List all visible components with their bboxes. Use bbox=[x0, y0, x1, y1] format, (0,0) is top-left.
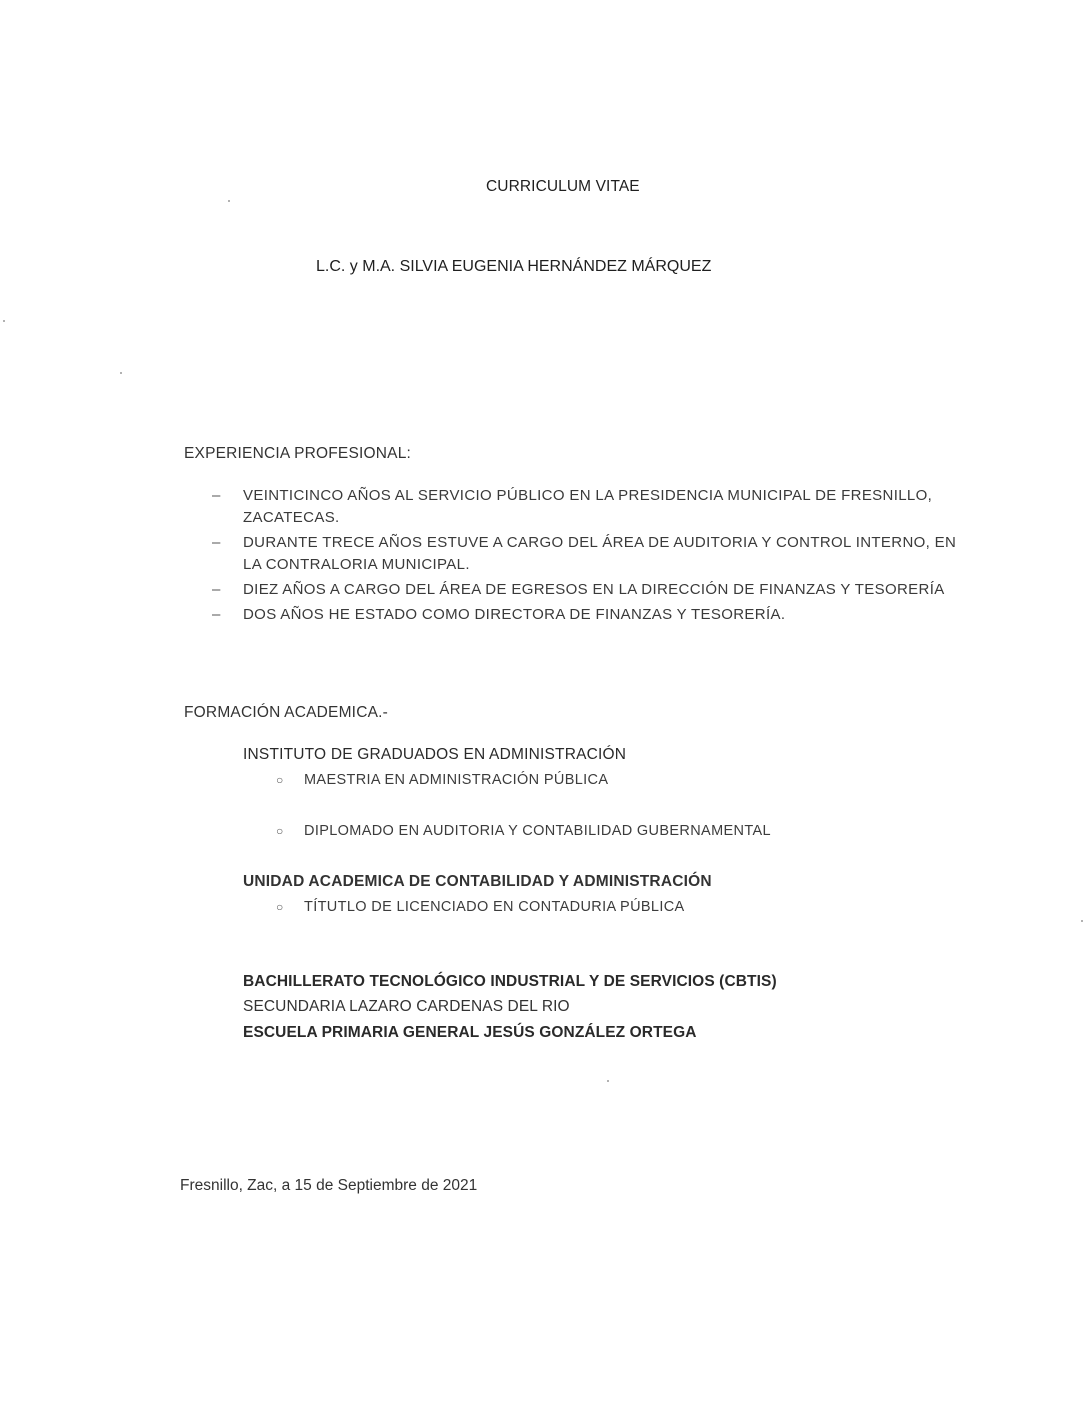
document-title: CURRICULUM VITAE bbox=[486, 178, 640, 195]
degree-item-text: TÍTUTLO DE LICENCIADO EN CONTADURIA PÚBLICA bbox=[304, 899, 685, 915]
degree-item bbox=[276, 899, 685, 915]
scan-speck bbox=[120, 372, 122, 374]
scan-speck bbox=[3, 320, 5, 322]
school-name: BACHILLERATO TECNOLÓGICO INDUSTRIAL Y DE SERVICIOS (CBTIS) bbox=[243, 973, 777, 990]
experience-item bbox=[212, 579, 972, 601]
institution-name: INSTITUTO DE GRADUADOS EN ADMINISTRACIÓN bbox=[243, 746, 627, 763]
degree-item bbox=[276, 823, 771, 839]
experience-item-text: VEINTICINCO AÑOS AL SERVICIO PÚBLICO EN LA PRESIDENCIA MUNICIPAL DE FRESNILLO, ZACATECAS. bbox=[243, 487, 933, 526]
circle-bullet-icon: ○ bbox=[276, 773, 284, 787]
degree-item-text: DIPLOMADO EN AUDITORIA Y CONTABILIDAD GUBERNAMENTAL bbox=[304, 823, 771, 839]
experience-heading: EXPERIENCIA PROFESIONAL: bbox=[184, 445, 412, 462]
experience-item-text: DOS AÑOS HE ESTADO COMO DIRECTORA DE FINANZAS Y TESORERÍA. bbox=[243, 606, 786, 623]
dateline: Fresnillo, Zac, a 15 de Septiembre de 2021 bbox=[180, 1177, 478, 1194]
circle-bullet-icon: ○ bbox=[276, 900, 284, 914]
circle-bullet-icon: ○ bbox=[276, 824, 284, 838]
dash-bullet-icon: – bbox=[212, 487, 221, 504]
dash-bullet-icon: – bbox=[212, 534, 221, 551]
experience-item bbox=[212, 485, 972, 529]
scan-speck bbox=[228, 200, 230, 202]
degree-item bbox=[276, 772, 608, 788]
experience-item-text: DIEZ AÑOS A CARGO DEL ÁREA DE EGRESOS EN LA DIRECCIÓN DE FINANZAS Y TESORERÍA bbox=[243, 581, 945, 598]
institution-name: UNIDAD ACADEMICA DE CONTABILIDAD Y ADMINISTRACIÓN bbox=[243, 873, 712, 890]
dash-bullet-icon: – bbox=[212, 581, 221, 598]
school-name: SECUNDARIA LAZARO CARDENAS DEL RIO bbox=[243, 998, 570, 1015]
experience-item bbox=[212, 604, 972, 626]
person-name: L.C. y M.A. SILVIA EUGENIA HERNÁNDEZ MÁRQUEZ bbox=[316, 258, 712, 275]
scan-speck bbox=[1081, 920, 1083, 922]
experience-item-text: DURANTE TRECE AÑOS ESTUVE A CARGO DEL ÁREA DE AUDITORIA Y CONTROL INTERNO, EN LA CONTRALORIA MUNICIPAL. bbox=[243, 534, 957, 573]
school-name: ESCUELA PRIMARIA GENERAL JESÚS GONZÁLEZ ORTEGA bbox=[243, 1024, 697, 1041]
scan-speck bbox=[607, 1080, 609, 1082]
experience-item bbox=[212, 532, 972, 576]
academic-heading: FORMACIÓN ACADEMICA.- bbox=[184, 704, 388, 721]
experience-list bbox=[212, 485, 972, 629]
dash-bullet-icon: – bbox=[212, 606, 221, 623]
degree-item-text: MAESTRIA EN ADMINISTRACIÓN PÚBLICA bbox=[304, 772, 609, 788]
